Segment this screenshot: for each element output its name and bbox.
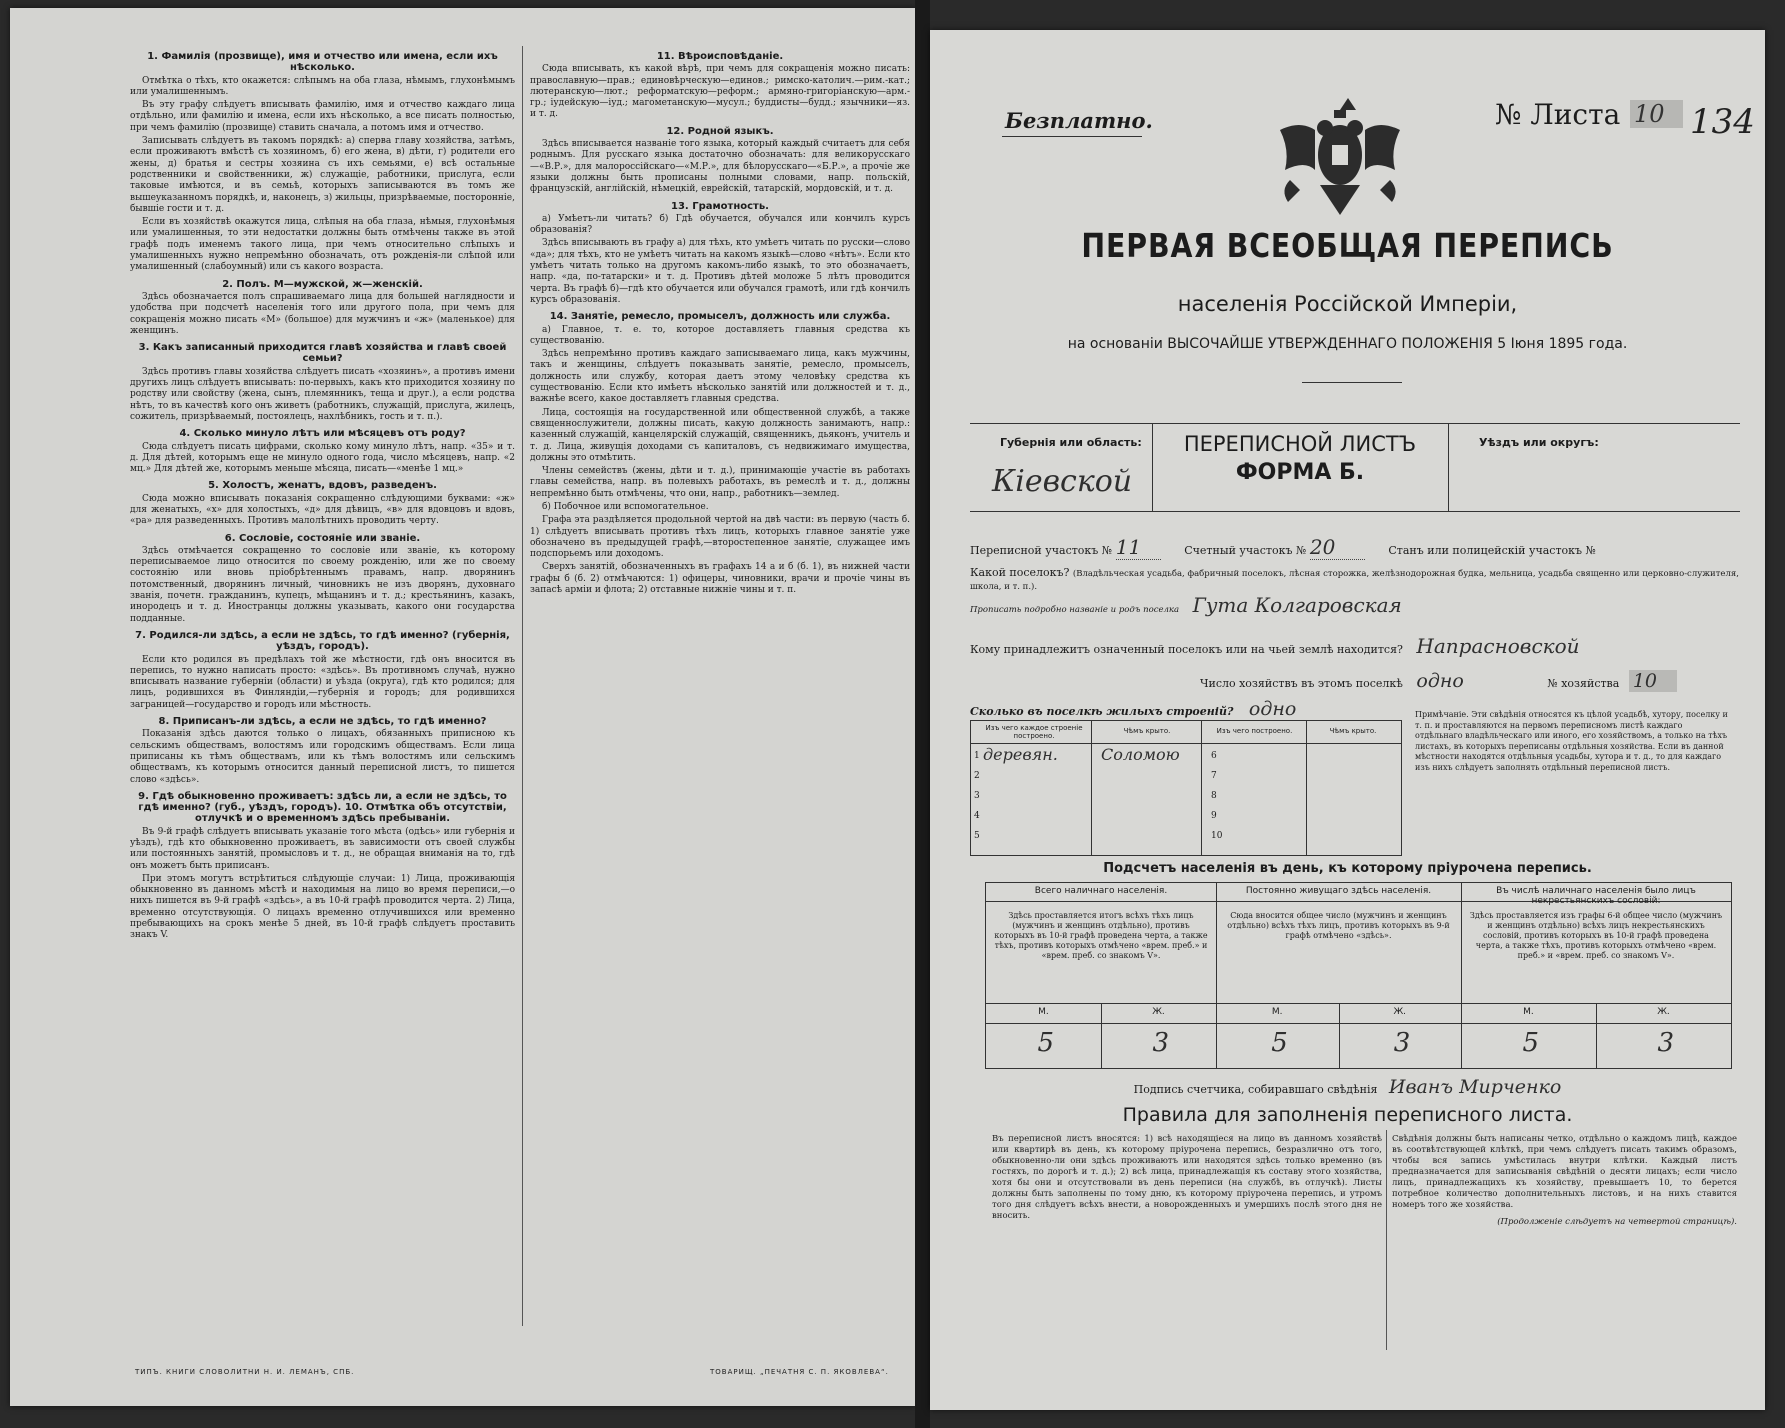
section-paragraph: Здѣсь вписывають въ графу а) для тѣхъ, кто умѣетъ читать по русски—слово «да»; для тѣхъ, кто не умѣетъ читать на какомъ языкѣ—слово «нѣтъ». Если кто умѣетъ читать только на другомъ какомъ-либо языкѣ, то это обозначаетъ, напр. «да, по-татарски» и т. д. Противъ дѣтей моложе 5 лѣтъ проводится черта. Въ графѣ б)—гдѣ кто обучается или обучался грамотѣ, или гдѣ кончилъ курсъ образованія. [530, 238, 910, 305]
rules-column-2 [1392, 1134, 1737, 1228]
section-paragraph: а) Умѣетъ-ли читать? б) Гдѣ обучается, обучался или кончилъ курсъ образованія? [530, 213, 910, 236]
section-paragraph: Лица, состоящія на государственной или общественной службѣ, а также священнослужители, должны писать, какую должность занимаютъ, напр.: казенный служащій, канцелярскій служащій, священникъ, дьяконъ, учитель и т. д. Лица, живущія доходами съ капиталовъ, съ недвижимаго имущества, должны это отмѣтить. [530, 407, 910, 463]
form-type: ФОРМА Б. [1235, 460, 1365, 485]
count-mf-divider [1339, 1003, 1340, 1068]
settlement-hint: (Владѣльческая усадьба, фабричный поселокъ, лѣсная сторожка, желѣзнодорожная будка, мельница, усадьба священно или церковно-служителя, школа, и т. п.). [970, 569, 1739, 592]
instructions-column-1 [130, 46, 515, 944]
section-paragraph: Сверхъ занятій, обозначенныхъ въ графахъ 14 а и б (б. 1), въ нижней части графы б (б. 2) отмѣчаются: 1) офицеры, чиновники, врачи и прочіе чины въ запасѣ арміи и флота; 2) отставные нижніе чины и т. п. [530, 562, 910, 596]
settlement-name-value: Гута Колгаровская [1192, 593, 1402, 617]
bt-col-1 [971, 721, 1092, 855]
count-mf-divider [1101, 1003, 1102, 1068]
count-district-value: 20 [1309, 535, 1336, 559]
bt-row-number: 3 [974, 791, 980, 801]
rules-column-1: Въ переписной листъ вносятся: 1) всѣ находящіеся на лицо въ данномъ хозяйствѣ или квартирѣ въ день, къ которому пріурочена перепись, безразлично отъ того, обыкновенно-ли они здѣсь проживаютъ или находятся здѣсь только временно (въ гостяхъ, по дорогѣ и т. д.); 2) всѣ лица, принадлежащія къ составу этого хозяйства, хотя бы они и отсутствовали въ день переписи (на службѣ, въ отлучкѣ). Листы должны быть заполнены по тому дню, къ которому пріурочена перепись, и утромъ того дня слѣдуетъ всѣхъ внести, а новорожденныхъ и умершихъ послѣ этого дня не вносить. [992, 1134, 1382, 1221]
printer-credit-right: ТОВАРИЩ. „ПЕЧАТНЯ С. П. ЯКОВЛЕВА“. [710, 1368, 889, 1376]
buildings-label: Сколько въ поселкѣ жилыхъ строеній? [970, 705, 1234, 718]
census-decree: на основаніи ВЫСОЧАЙШЕ УТВЕРЖДЕННАГО ПОЛОЖЕНІЯ 5 Іюня 1895 года. [1067, 336, 1628, 352]
count-col-head: Всего наличнаго населенія. [1034, 886, 1168, 896]
book-spine [915, 0, 930, 1428]
section-paragraph: Въ эту графу слѣдуетъ вписывать фамилію, имя и отчество каждаго лица отдѣльно, или фамилію и имена, если ихъ нѣсколько, а все писать полностью, при чемъ фамилію (прозвище) ставить сначала, а потомъ имя и отчество. [130, 100, 515, 133]
section-heading: 6. Сословіе, состояніе или званіе. [224, 532, 421, 544]
section-paragraph: Показанія здѣсь даются только о лицахъ, обязанныхъ приписною къ сельскимъ обществамъ, волостямъ или городскимъ обществамъ. Если лица приписаны къ тѣмъ обществамъ, или къ тѣмъ волостямъ или сельскимъ обществамъ, къ которымъ относится данный переписной листъ, то пишется слово «здѣсь». [130, 729, 515, 785]
count-col-body: Здѣсь проставляется изъ графы 6-й общее число (мужчинъ и женщинъ отдѣльно) всѣхъ лицъ некрестьянскихъ сословій, противъ которыхъ въ 10-й графѣ проведена черта, а также тѣхъ, противъ которыхъ отмѣчено «врем. преб.» и «врем. преб. со знакомъ V». [1469, 911, 1723, 960]
form-title: ПЕРЕПИСНОЙ ЛИСТЪ [1183, 432, 1417, 456]
printer-credit-left: ТИПЪ. КНИГИ СЛОВОЛИТНИ Н. И. ЛЕМАНЪ, СПБ. [135, 1368, 355, 1376]
section-heading: 13. Грамотность. [671, 200, 769, 212]
uezd-cell [1448, 424, 1741, 511]
bt-row-number: 6 [1211, 751, 1217, 761]
count-female-value: 3 [1657, 1028, 1675, 1058]
count-female-value: 3 [1152, 1028, 1170, 1058]
census-form-page [930, 30, 1765, 1410]
section-heading: 5. Холостъ, женатъ, вдовъ, разведенъ. [208, 480, 437, 492]
count-m-label: М. [1271, 1007, 1283, 1017]
section-paragraph: Если кто родился въ предѣлахъ той же мѣстности, гдѣ онъ вносится въ перепись, то нужно написать просто: «здѣсь». Въ противномъ случаѣ, нужно вписывать название губерніи (области) и уѣзда (округа), гдѣ кто родился; для лицъ, родившихся въ Финляндіи,—губернія и городъ; для родившихся заграницей—государство и городъ или мѣстность. [130, 654, 515, 710]
buildings-table [970, 720, 1402, 856]
sheet-number-label: № Листа [1495, 98, 1621, 131]
section-paragraph: Здѣсь непремѣнно противъ каждаго записываемаго лица, какъ мужчины, такъ и женщины, слѣдуетъ показывать занятіе, ремесло, промыселъ, должность или службу, которая даетъ этому человѣку средства къ существованію. Если кто имѣетъ нѣсколько занятій или должностей и т. д., важнѣе всего, какое доставляетъ главныя средства. [530, 349, 910, 405]
bt-col-2 [1091, 721, 1202, 855]
section-heading: 14. Занятіе, ремесло, промыселъ, должность или служба. [549, 311, 891, 323]
bt-head-material: Изъ чего каждое строеніе построено. [985, 724, 1083, 740]
gubernia-cell [970, 424, 1153, 511]
bt-row-number: 7 [1211, 771, 1217, 781]
enumerator-signature-row [930, 1076, 1765, 1098]
free-label: Безплатно. [1005, 108, 1153, 133]
households-row [1200, 670, 1677, 692]
section-heading: 8. Приписанъ-ли здѣсь, а если не здѣсь, то гдѣ именно? [158, 716, 487, 728]
left-page [10, 8, 915, 1406]
population-count-table [985, 882, 1732, 1069]
bt-row-number: 2 [974, 771, 980, 781]
count-m-label: М. [1038, 1007, 1049, 1017]
enumerator-signature-label: Подпись счетчика, собиравшаго свѣдѣнія [1133, 1083, 1378, 1096]
bt-head-roof: Чѣмъ крыто. [1123, 727, 1171, 735]
bt-row-number: 1 [974, 751, 980, 761]
buildings-value: одно [1248, 698, 1297, 720]
owner-value: Напрасновской [1416, 634, 1580, 658]
rules-title: Правила для заполненія переписного листа. [1122, 1104, 1573, 1126]
count-m-label: М. [1523, 1007, 1534, 1017]
free-underline [1002, 136, 1142, 137]
bt-row1-material: деревян. [983, 745, 1058, 764]
bt-row1-roof: Соломою [1101, 745, 1180, 764]
count-col-head: Постоянно живущаго здѣсь населенія. [1245, 886, 1432, 896]
section-paragraph: Здѣсь вписывается названіе того языка, который каждый считаетъ для себя роднымъ. Для русскаго языка достаточно обозначать: для великорусскаго—«В.Р.», для малороссійскаго—«М.Р.», для бѣлорусскаго—«Б.Р.», а прочіе же языки должны быть прописаны полными словами, напр. польскій, французскій, англійскій, нѣмецкій, еврейскій, татарскій, мордовскій, и т. д. [530, 139, 910, 195]
form-header-box [970, 423, 1740, 512]
section-paragraph: Здѣсь обозначается полъ спрашиваемаго лица для большей наглядности и удобства при подсчетѣ населенія того или другого пола, при чемъ для сокращенія можно писать «М» (большое) для мужчинъ и «ж» (маленькое) для женщинъ. [130, 291, 515, 336]
section-heading: 11. Вѣроисповѣданіе. [656, 51, 784, 62]
bt-row-number: 4 [974, 811, 980, 821]
title-rule [1302, 382, 1402, 383]
count-f-label: Ж. [1657, 1007, 1670, 1017]
count-female-value: 3 [1393, 1028, 1411, 1058]
population-count-title: Подсчетъ населенія въ день, къ которому пріурочена перепись. [1103, 861, 1592, 876]
households-label: Число хозяйствъ въ этомъ поселкѣ [1200, 677, 1403, 690]
section-heading: 3. Какъ записанный приходится главѣ хозяйства и главѣ своей семьи? [138, 342, 507, 365]
owner-row [970, 634, 1580, 658]
census-district-value: 11 [1115, 535, 1142, 559]
ct-hline-3 [986, 1023, 1731, 1024]
section-heading: 7. Родился-ли здѣсь, а если не здѣсь, то гдѣ именно? (губернія, уѣздъ, городъ). [135, 629, 510, 653]
district-row [970, 535, 1596, 560]
section-paragraph: а) Главное, т. е. то, которое доставляетъ главныя средства къ существованію. [530, 324, 910, 346]
police-district-label: Станъ или полицейскій участокъ № [1388, 544, 1596, 557]
rules-continued: (Продолженіе слѣдуетъ на четвертой страницѣ). [1497, 1217, 1737, 1227]
section-paragraph: При этомъ могутъ встрѣтиться слѣдующіе случаи: 1) Лица, проживающія обыкновенно въ данномъ мѣстѣ и находимыя на лицо во время переписи,—о нихъ пишется въ 9-й графѣ «здѣсь», а въ 10-й графѣ проводится черта. 2) Лица, временно отсутствующія. О лицахъ временно отлучившихся или временно пребывающихъ на срокъ менѣе 5 дней, въ 10-й графѣ слѣдуетъ проставить знакъ V. [130, 873, 515, 941]
section-paragraph: Сюда можно вписывать показанія сокращенно слѣдующими буквами: «ж» для женатыхъ, «х» для холостыхъ, «д» для дѣвицъ, «в» для вдовцовъ и вдовъ, «ра» для разведенныхъ. Противъ малолѣтнихъ проводить черту. [130, 493, 515, 527]
section-paragraph: Графа эта раздѣляется продольной чертой на двѣ части: въ первую (часть б. 1) слѣдуетъ вписывать противъ тѣхъ лицъ, которыхъ главное занятіе уже обозначено въ предыдущей графѣ,—второстепенное занятіе, служащее имъ подспорьемъ или доходомъ. [530, 515, 910, 560]
enumerator-signature-value: Иванъ Мирченко [1388, 1076, 1562, 1098]
gubernia-label: Губернія или область: [1000, 436, 1142, 449]
count-f-label: Ж. [1393, 1007, 1407, 1017]
census-district-label: Переписной участокъ № [970, 544, 1113, 557]
section-paragraph: Здѣсь отмѣчается сокращенно то сословіе или званіе, къ которому переписываемое лицо относится по своему рожденію, или же по своему состоянію или вновь пріобрѣтеннымъ правамъ, напр. дворянинъ потомственный, дворянинъ личный, чиновникъ не изъ дворянъ, духовнаго званія, почетн. гражданинъ, купецъ, мѣщанинъ и т. д.; крестьянинъ, казакъ, инородецъ и т. д. Иностранцы должны указывать, какого они государства подданные. [130, 545, 515, 624]
section-paragraph: Записывать слѣдуетъ въ такомъ порядкѣ: а) сперва главу хозяйства, затѣмъ, если проживаютъ вмѣстѣ съ хозяиномъ, б) его жена, в) дѣти, г) родители его жены, д) братья и сестры хозяина съ ихъ семьями, е) всѣ остальные родственники и свойственники, ж) служащіе, работники, прислуга, если таковые имѣются, и въ семьѣ, которыхъ записываются въ томъ же вышеуказанномъ порядкѣ, и, наконецъ, з) жильцы, призрѣваемые, посторонніе, бывшіе гости и т. д. [130, 136, 515, 214]
count-mf-divider [1596, 1003, 1597, 1068]
ct-hline-2 [986, 1003, 1731, 1004]
settlement-name-hint: Прописать подробно названіе и родъ поселка [970, 605, 1180, 615]
bt-head-roof-2: Чѣмъ крыто. [1329, 727, 1377, 735]
household-number-value: 10 [1629, 670, 1677, 692]
settlement-name-row [970, 593, 1402, 617]
owner-label: Кому принадлежитъ означенный поселокъ или на чьей землѣ находится? [970, 643, 1403, 656]
bt-row-number: 8 [1211, 791, 1217, 801]
instructions-column-2 [530, 46, 910, 598]
bt-row-number: 10 [1211, 831, 1223, 841]
column-divider [522, 46, 523, 1326]
count-f-label: Ж. [1152, 1007, 1165, 1017]
household-number-label: № хозяйства [1547, 677, 1620, 690]
section-heading: 4. Сколько минуло лѣтъ или мѣсяцевъ отъ роду? [179, 428, 466, 440]
uezd-label: Уѣздъ или округъ: [1479, 436, 1599, 449]
count-male-value: 5 [1271, 1028, 1288, 1058]
section-paragraph: Сюда слѣдуетъ писать цифрами, сколько кому минуло лѣтъ, напр. «35» и т. д. Для дѣтей, которымъ еще не минуло одного года, число мѣсяцевъ, напр. «2 мц.» Для дѣтей же, которымъ меньше мѣсяца, писать—«менѣе 1 мц.» [130, 441, 515, 475]
section-heading: 1. Фамилія (прозвище), имя и отчество или имена, если ихъ нѣсколько. [147, 51, 498, 74]
section-paragraph: Здѣсь противъ главы хозяйства слѣдуетъ писать «хозяинъ», а противъ имени другихъ лицъ слѣдуетъ вписывать: по-первыхъ, какъ кто приходится хозяину по родству или свойству (жена, сынъ, племянникъ, теща и друг.), а если родства нѣтъ, то въ качествѣ кого онъ живетъ (работникъ, служащій, прислуга, жилецъ, сожитель, призрѣваемый, постоялецъ, нахлѣбникъ, гость и т. п.). [130, 366, 515, 422]
imperial-eagle-icon [1270, 90, 1410, 220]
sheet-number-value: 10 [1630, 100, 1683, 128]
count-col-head: Въ числѣ наличнаго населенія было лицъ некрестьянскихъ сословій: [1496, 886, 1696, 906]
households-value: одно [1416, 670, 1464, 692]
settlement-label: Какой поселокъ? [970, 566, 1070, 579]
count-col-body: Здѣсь проставляется итогъ всѣхъ тѣхъ лицъ (мужчинъ и женщинъ отдѣльно), противъ которыхъ въ 10-й графѣ проведена черта, а также тѣхъ, противъ которыхъ отмѣчено «врем. преб.» и «врем. преб. со знакомъ V». [994, 911, 1208, 960]
section-heading: 2. Полъ. М—мужской, ж—женскій. [222, 278, 423, 290]
section-paragraph: Въ 9-й графѣ слѣдуетъ вписывать указаніе того мѣста (одѣсь» или губернія и уѣздъ), гдѣ кто обыкновенно проживаетъ, въ зависимости отъ своей службы или постоянныхъ занятій, промысловъ и т. д., не обращая вниманія на то, гдѣ онъ можетъ быть приписанъ. [130, 826, 515, 871]
section-heading: 12. Родной языкъ. [666, 125, 774, 137]
bt-head-material-2: Изъ чего построено. [1216, 727, 1293, 735]
count-col-body: Сюда вносится общее число (мужчинъ и женщинъ отдѣльно) всѣхъ тѣхъ лицъ, противъ которыхъ въ 9-й графѣ отмѣчено «здѣсь». [1227, 911, 1450, 940]
section-heading: 9. Гдѣ обыкновенно проживаетъ: здѣсь ли, а если не здѣсь, то гдѣ именно? (губ., уѣздъ, городъ). 10. Отмѣтка объ отсутствіи, отлучкѣ и о временномъ здѣсь пребываніи. [138, 790, 507, 825]
section-paragraph: Отмѣтка о тѣхъ, кто окажется: слѣпымъ на оба глаза, нѣмымъ, глухонѣмымъ или умалишеннымъ. [130, 75, 515, 97]
section-paragraph: Члены семействъ (жены, дѣти и т. д.), принимающіе участіе въ работахъ главы семейства, напр. въ полевыхъ работахъ, въ ремеслѣ и т. д., должны непремѣнно быть отмѣчены, что они, напр., работникъ—землед. [530, 466, 910, 499]
count-district-label: Счетный участокъ № [1184, 544, 1307, 557]
gubernia-value: Кіевской [992, 464, 1133, 499]
census-subtitle: населенія Россійской Имперіи, [1177, 292, 1518, 316]
bt-row-number: 9 [1211, 811, 1217, 821]
buildings-row [970, 698, 1296, 720]
archive-stamp-number: 134 [1690, 102, 1755, 142]
settlement-row [970, 566, 1740, 592]
rules-divider [1386, 1130, 1387, 1350]
rules-column-2-text: Свѣдѣнія должны быть написаны четко, отдѣльно о каждомъ лицѣ, каждое въ соотвѣтствующей клѣткѣ, при чемъ слѣдуетъ писать такимъ образомъ, чтобы вся запись умѣстилась внутри клѣтки. Каждый листъ предназначается для записыванія свѣдѣній о десяти лицахъ; если число лицъ, принадлежащихъ къ хозяйству, превышаетъ 10, то берется потребное количество дополнительныхъ листовъ, и на нихъ ставится номеръ того же хозяйства. [1392, 1134, 1737, 1210]
count-male-value: 5 [1522, 1028, 1540, 1058]
buildings-note: Примѣчаніе. Эти свѣдѣнія относятся къ цѣлой усадьбѣ, хутору, поселку и т. п. и проставляются на первомъ переписномъ листѣ каждаго отдѣльнаго владѣльческаго или иного, его хозяйствомъ, а только на тѣхъ листахъ, въ которыхъ переписаны отдѣльныя хозяйства. Если въ данной мѣстности находятся отдѣльныя усадьбы, хутора и т. д., то для каждаго изъ нихъ слѣдуетъ заполнять отдѣльный переписной листъ. [1415, 710, 1728, 772]
section-paragraph: Сюда вписывать, къ какой вѣрѣ, при чемъ для сокращенія можно писать: православную—прав.; единовѣрческую—единов.; римско-католич.—рим.-кат.; лютеранскую—лют.; реформатскую—реформ.; армяно-григоріанскую—арм.-гр.; іудейскую—іуд.; магометанскую—мусул.; буддисты—будд.; язычники—яз. и т. д. [530, 64, 910, 120]
census-title: ПЕРВАЯ ВСЕОБЩАЯ ПЕРЕПИСЬ [1081, 226, 1614, 265]
section-paragraph: б) Побочное или вспомогательное. [542, 501, 709, 512]
section-paragraph: Если въ хозяйствѣ окажутся лица, слѣпыя на оба глаза, нѣмыя, глухонѣмыя или умалишенныя, то эти недостатки должны быть отмѣчены также въ этой графѣ подъ именемъ такого лица, при чемъ относительно слѣпыхъ и умалишенныхъ нужно непремѣнно обозначать, отъ рожденія-ли слѣпой или умалишенный (слабоумный) или съ какого возраста. [130, 217, 515, 273]
bt-row-number: 5 [974, 831, 980, 841]
count-male-value: 5 [1037, 1028, 1055, 1058]
